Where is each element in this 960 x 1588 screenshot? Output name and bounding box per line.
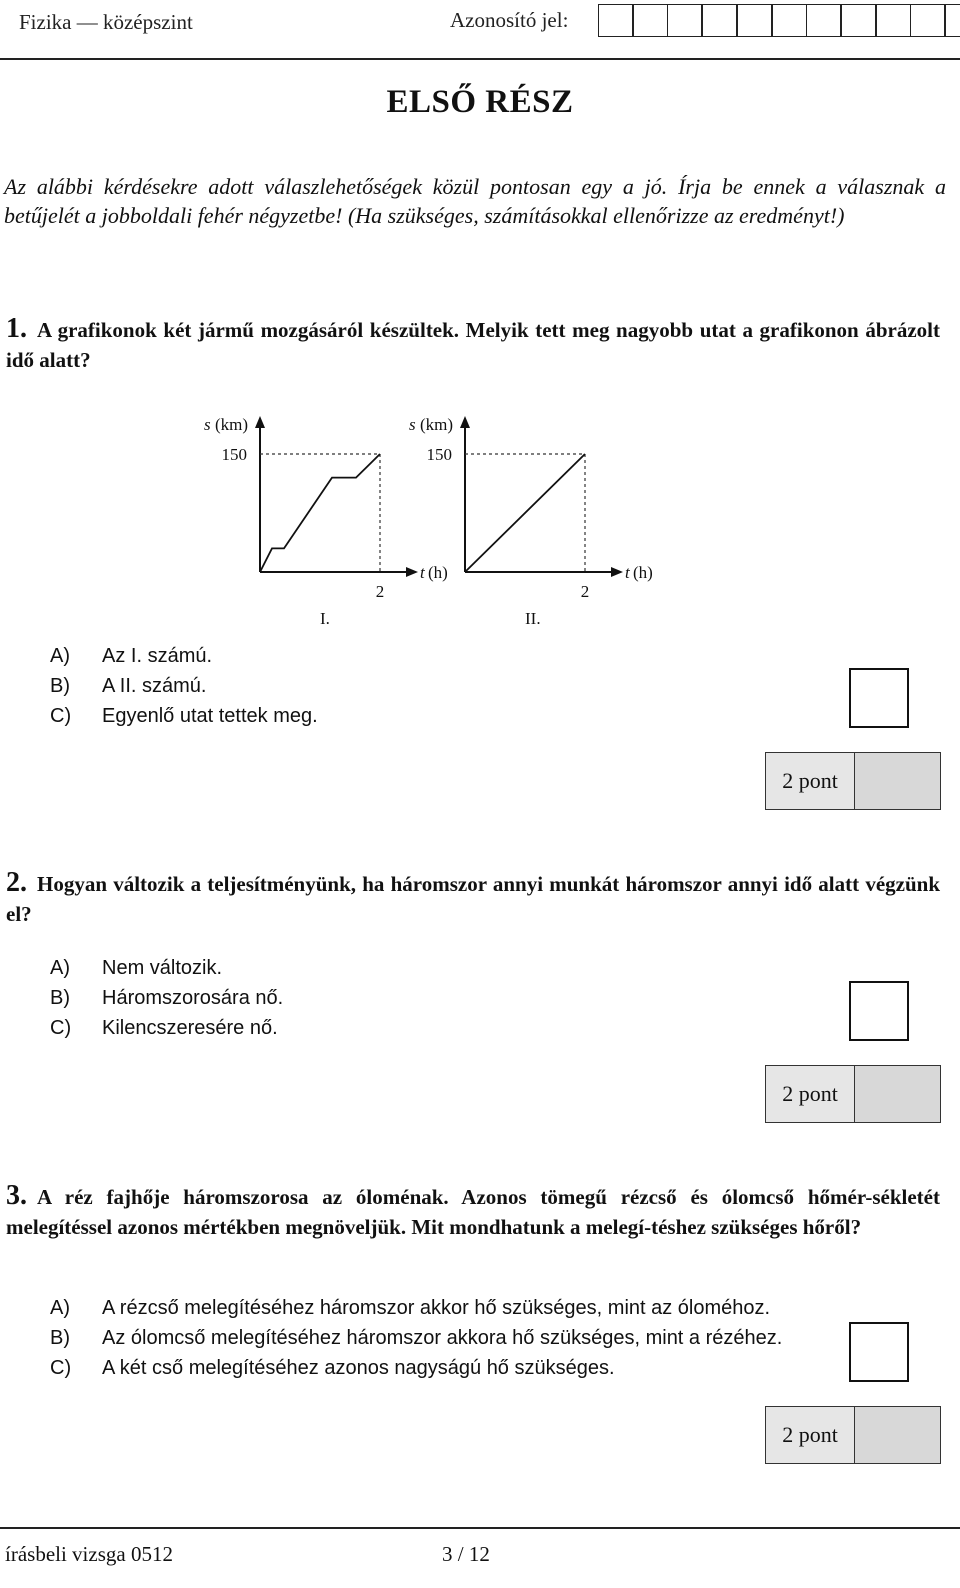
y-axis-arrow xyxy=(460,416,470,428)
x-tick-label: 2 xyxy=(375,582,385,601)
distance-time-line xyxy=(465,454,585,572)
question-3 xyxy=(6,1181,940,1242)
x-tick-label: 2 xyxy=(580,582,590,601)
option-letter: C) xyxy=(50,1357,72,1379)
option-2b xyxy=(50,983,283,1013)
distance-time-line xyxy=(260,454,380,572)
option-letter: B) xyxy=(50,1327,70,1349)
y-tick-label: 150 xyxy=(221,445,247,464)
id-digit-box[interactable] xyxy=(772,4,807,37)
option-text: A rézcső melegítéséhez háromszor akkor hő szükséges, mint az óloméhoz. xyxy=(102,1297,771,1319)
graph-caption: I. xyxy=(320,609,330,628)
id-digit-box[interactable] xyxy=(633,4,668,37)
header-subject: Fizika — középszint xyxy=(19,10,193,34)
option-text: A két cső melegítéséhez azonos nagyságú hő szükséges. xyxy=(102,1357,615,1379)
option-2c xyxy=(50,1013,278,1043)
option-text: A II. számú. xyxy=(102,675,207,697)
option-1a xyxy=(50,641,212,671)
y-axis-arrow xyxy=(255,416,265,428)
score-label: 2 pont xyxy=(766,1407,855,1463)
id-digit-box[interactable] xyxy=(737,4,772,37)
question-text: A réz fajhője háromszorosa az óloménak. Azonos tömegű rézcső és ólomcső hőmér-sékletét melegítéssel azonos mértékben megnöveljük. Mit mondhatunk a melegí-téshez szükséges hőről? xyxy=(6,1185,940,1239)
x-axis-label-unit: (h) xyxy=(428,563,448,582)
option-1c xyxy=(50,701,318,731)
x-axis-label-symbol: t xyxy=(420,563,425,582)
option-letter: B) xyxy=(50,675,70,697)
answer-box-3[interactable] xyxy=(849,1322,909,1382)
score-field xyxy=(855,1066,940,1122)
option-letter: A) xyxy=(50,645,70,667)
footer-exam-code: írásbeli vizsga 0512 xyxy=(5,1542,173,1566)
score-field xyxy=(855,1407,940,1463)
score-box-1 xyxy=(765,752,941,810)
x-axis-label-symbol: t xyxy=(625,563,630,582)
question-number: 2. xyxy=(6,867,27,898)
question-number: 3. xyxy=(6,1180,27,1211)
header-rule xyxy=(0,58,960,60)
id-digit-box[interactable] xyxy=(667,4,702,37)
x-axis-label-unit: (h) xyxy=(633,563,653,582)
option-2a xyxy=(50,953,222,983)
option-letter: C) xyxy=(50,1017,72,1039)
question-2 xyxy=(6,868,940,929)
footer-rule xyxy=(0,1527,960,1529)
header-id-label: Azonosító jel: xyxy=(450,8,569,32)
section-title: ELSŐ RÉSZ xyxy=(386,84,574,120)
question-number: 1. xyxy=(6,313,27,344)
id-digit-box[interactable] xyxy=(910,4,945,37)
score-label: 2 pont xyxy=(766,753,855,809)
y-axis-label-unit: (km) xyxy=(420,415,454,434)
option-1b xyxy=(50,671,206,701)
score-field xyxy=(855,753,940,809)
x-axis-arrow xyxy=(406,567,418,577)
graph-II xyxy=(409,415,653,628)
y-axis-label-unit: (km) xyxy=(215,415,249,434)
question-text: A grafikonok két jármű mozgásáról készültek. Melyik tett meg nagyobb utat a grafikonon ábrázolt idő alatt? xyxy=(6,318,940,372)
id-digit-box[interactable] xyxy=(806,4,841,37)
score-label: 2 pont xyxy=(766,1066,855,1122)
question-text: Hogyan változik a teljesítményünk, ha háromszor annyi munkát háromszor annyi idő alatt végzünk el? xyxy=(6,872,940,926)
score-box-2 xyxy=(765,1065,941,1123)
graph-caption: II. xyxy=(525,609,541,628)
question-1 xyxy=(6,314,940,375)
option-text: Az ólomcső melegítéséhez háromszor akkora hő szükséges, mint a rézéhez. xyxy=(102,1327,783,1349)
option-text: Háromszorosára nő. xyxy=(102,987,284,1009)
id-digit-box[interactable] xyxy=(598,4,633,37)
option-letter: C) xyxy=(50,705,72,727)
motion-graphs xyxy=(195,412,665,632)
option-text: Nem változik. xyxy=(102,957,223,979)
y-axis-label-symbol: s xyxy=(409,415,416,434)
option-letter: A) xyxy=(50,957,70,979)
option-letter: B) xyxy=(50,987,70,1009)
option-text: Az I. számú. xyxy=(102,645,213,667)
y-tick-label: 150 xyxy=(426,445,452,464)
graph-I xyxy=(204,415,448,628)
option-text: Kilencszeresére nő. xyxy=(102,1017,278,1039)
option-letter: A) xyxy=(50,1297,70,1319)
option-3b xyxy=(50,1323,782,1353)
page-number: 3 / 12 xyxy=(442,1542,490,1566)
id-digit-box[interactable] xyxy=(876,4,911,37)
option-3c xyxy=(50,1353,615,1383)
option-3a xyxy=(50,1293,770,1323)
id-digit-box[interactable] xyxy=(841,4,876,37)
y-axis-label-symbol: s xyxy=(204,415,211,434)
answer-box-1[interactable] xyxy=(849,668,909,728)
score-box-3 xyxy=(765,1406,941,1464)
option-text: Egyenlő utat tettek meg. xyxy=(102,705,318,727)
x-axis-arrow xyxy=(611,567,623,577)
id-digit-box[interactable] xyxy=(945,4,960,37)
id-digit-box[interactable] xyxy=(702,4,737,37)
instructions: Az alábbi kérdésekre adott válaszlehetőségek közül pontosan egy a jó. Írja be ennek a válasznak a betűjelét a jobboldali fehér négyzetbe! (Ha szükséges, számításokkal ellenőrizze az eredményt!) xyxy=(4,174,946,228)
answer-box-2[interactable] xyxy=(849,981,909,1041)
